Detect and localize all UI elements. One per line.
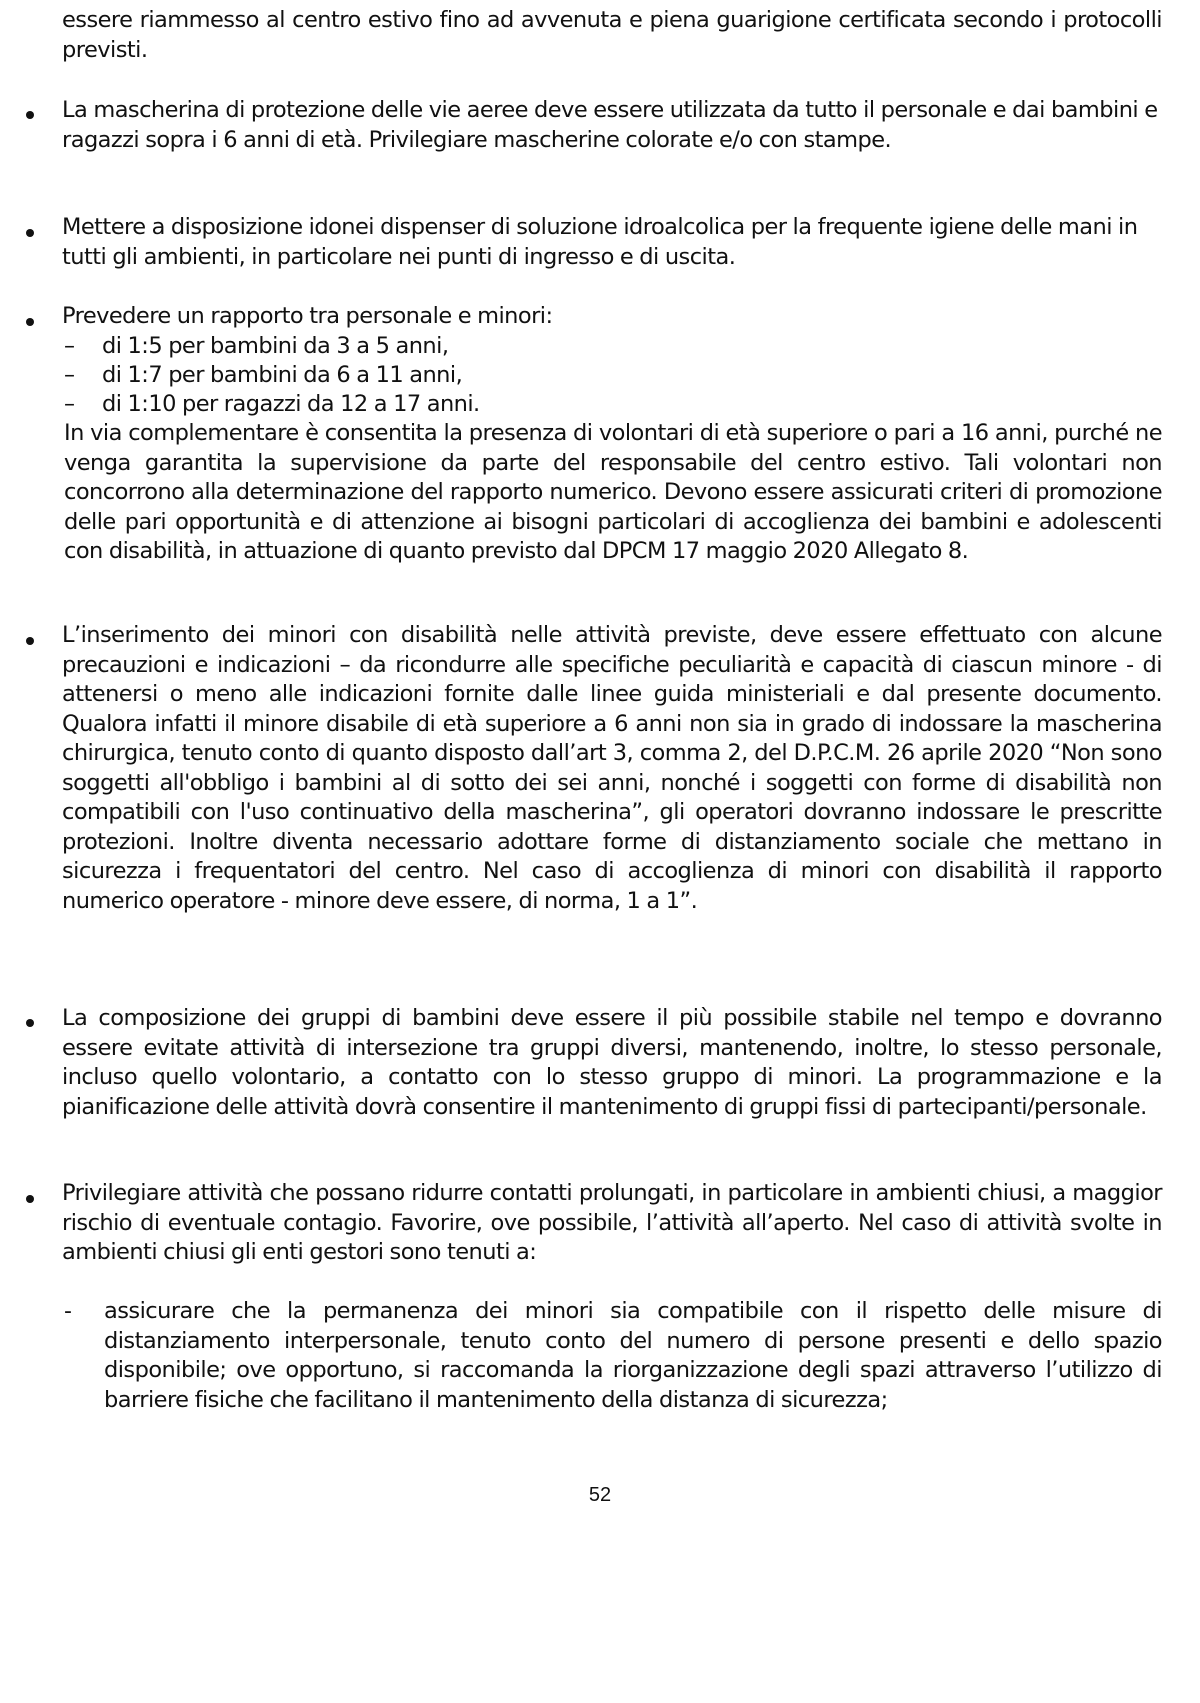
- dash-icon: –: [64, 392, 75, 417]
- bullet-item: Mettere a disposizione idonei dispenser di soluzione idroalcolica per la frequente igiene delle mani in tutti gli ambienti, in particolare nei punti di ingresso e di uscita.: [62, 214, 1138, 270]
- page-number: 52: [588, 1484, 612, 1506]
- bullet-item: L’inserimento dei minori con disabilità nelle attività previste, deve essere effettuato con alcune precauzioni e indicazioni – da ricondurre alle specifiche peculiarità e capacità di ciascun minore - di attenersi o meno alle indicazioni fornite dalle linee guida ministeriali e dal presente documento. Qualora infatti il minore disabile di età superiore a 6 anni non sia in grado di indossare la mascherina chirurgica, tenuto conto di quanto disposto dall’art 3, comma 2, del D.P.C.M. 26 aprile 2020 “Non sono soggetti all'obbligo i bambini al di sotto dei sei anni, nonché i soggetti con forme di disabilità non compatibili con l'uso continuativo della mascherina”, gli operatori dovranno indossare le prescritte protezioni. Inoltre diventa necessario adottare forme di distanziamento sociale che mettano in sicurezza i frequentatori del centro. Nel caso di accoglienza di minori con disabilità il rapporto numerico operatore - minore deve essere, di norma, 1 a 1”.: [62, 622, 1162, 914]
- bullet-item: Privilegiare attività che possano ridurre contatti prolungati, in particolare in ambienti chiusi, a maggior rischio di eventuale contagio. Favorire, ove possibile, l’attività all’aperto. Nel caso di attività svolte in ambienti chiusi gli enti gestori sono tenuti a:: [62, 1180, 1162, 1265]
- bullet-icon: [26, 318, 34, 326]
- bullet-icon: [26, 637, 34, 645]
- sub-item: di 1:10 per ragazzi da 12 a 17 anni.: [102, 391, 480, 417]
- bullet-icon: [26, 111, 34, 119]
- dash-icon: –: [64, 334, 75, 359]
- continuation-paragraph: essere riammesso al centro estivo fino ad avvenuta e piena guarigione certificata secondo i protocolli previsti.: [62, 7, 1162, 63]
- dash-icon: -: [64, 1299, 72, 1324]
- bullet-icon: [26, 1195, 34, 1203]
- bullet-icon: [26, 229, 34, 237]
- sub-item: assicurare che la permanenza dei minori sia compatibile con il rispetto delle misure di distanziamento interpersonale, tenuto conto del numero di persone presenti e dello spazio disponibile; ove opportuno, si raccomanda la riorganizzazione degli spazi attraverso l’utilizzo di barriere fisiche che facilitano il mantenimento della distanza di sicurezza;: [104, 1298, 1162, 1413]
- bullet-item: La composizione dei gruppi di bambini deve essere il più possibile stabile nel tempo e dovranno essere evitate attività di intersezione tra gruppi diversi, mantenendo, inoltre, lo stesso personale, incluso quello volontario, a contatto con lo stesso gruppo di minori. La programmazione e la pianificazione delle attività dovrà consentire il mantenimento di gruppi fissi di partecipanti/personale.: [62, 1005, 1162, 1120]
- bullet-icon: [26, 1019, 34, 1027]
- dash-icon: –: [64, 363, 75, 388]
- bullet-item: Prevedere un rapporto tra personale e minori:: [62, 303, 553, 329]
- sub-item: di 1:7 per bambini da 6 a 11 anni,: [102, 362, 463, 388]
- sub-item: di 1:5 per bambini da 3 a 5 anni,: [102, 333, 449, 359]
- bullet-paragraph: In via complementare è consentita la presenza di volontari di età superiore o pari a 16 anni, purché ne venga garantita la supervisione da parte del responsabile del centro estivo. Tali volontari non concorrono alla determinazione del rapporto numerico. Devono essere assicurati criteri di promozione delle pari opportunità e di attenzione ai bisogni particolari di accoglienza dei bambini e adolescenti con disabilità, in attuazione di quanto previsto dal DPCM 17 maggio 2020 Allegato 8.: [64, 420, 1162, 564]
- bullet-item: La mascherina di protezione delle vie aeree deve essere utilizzata da tutto il personale e dai bambini e ragazzi sopra i 6 anni di età. Privilegiare mascherine colorate e/o con stampe.: [62, 97, 1158, 153]
